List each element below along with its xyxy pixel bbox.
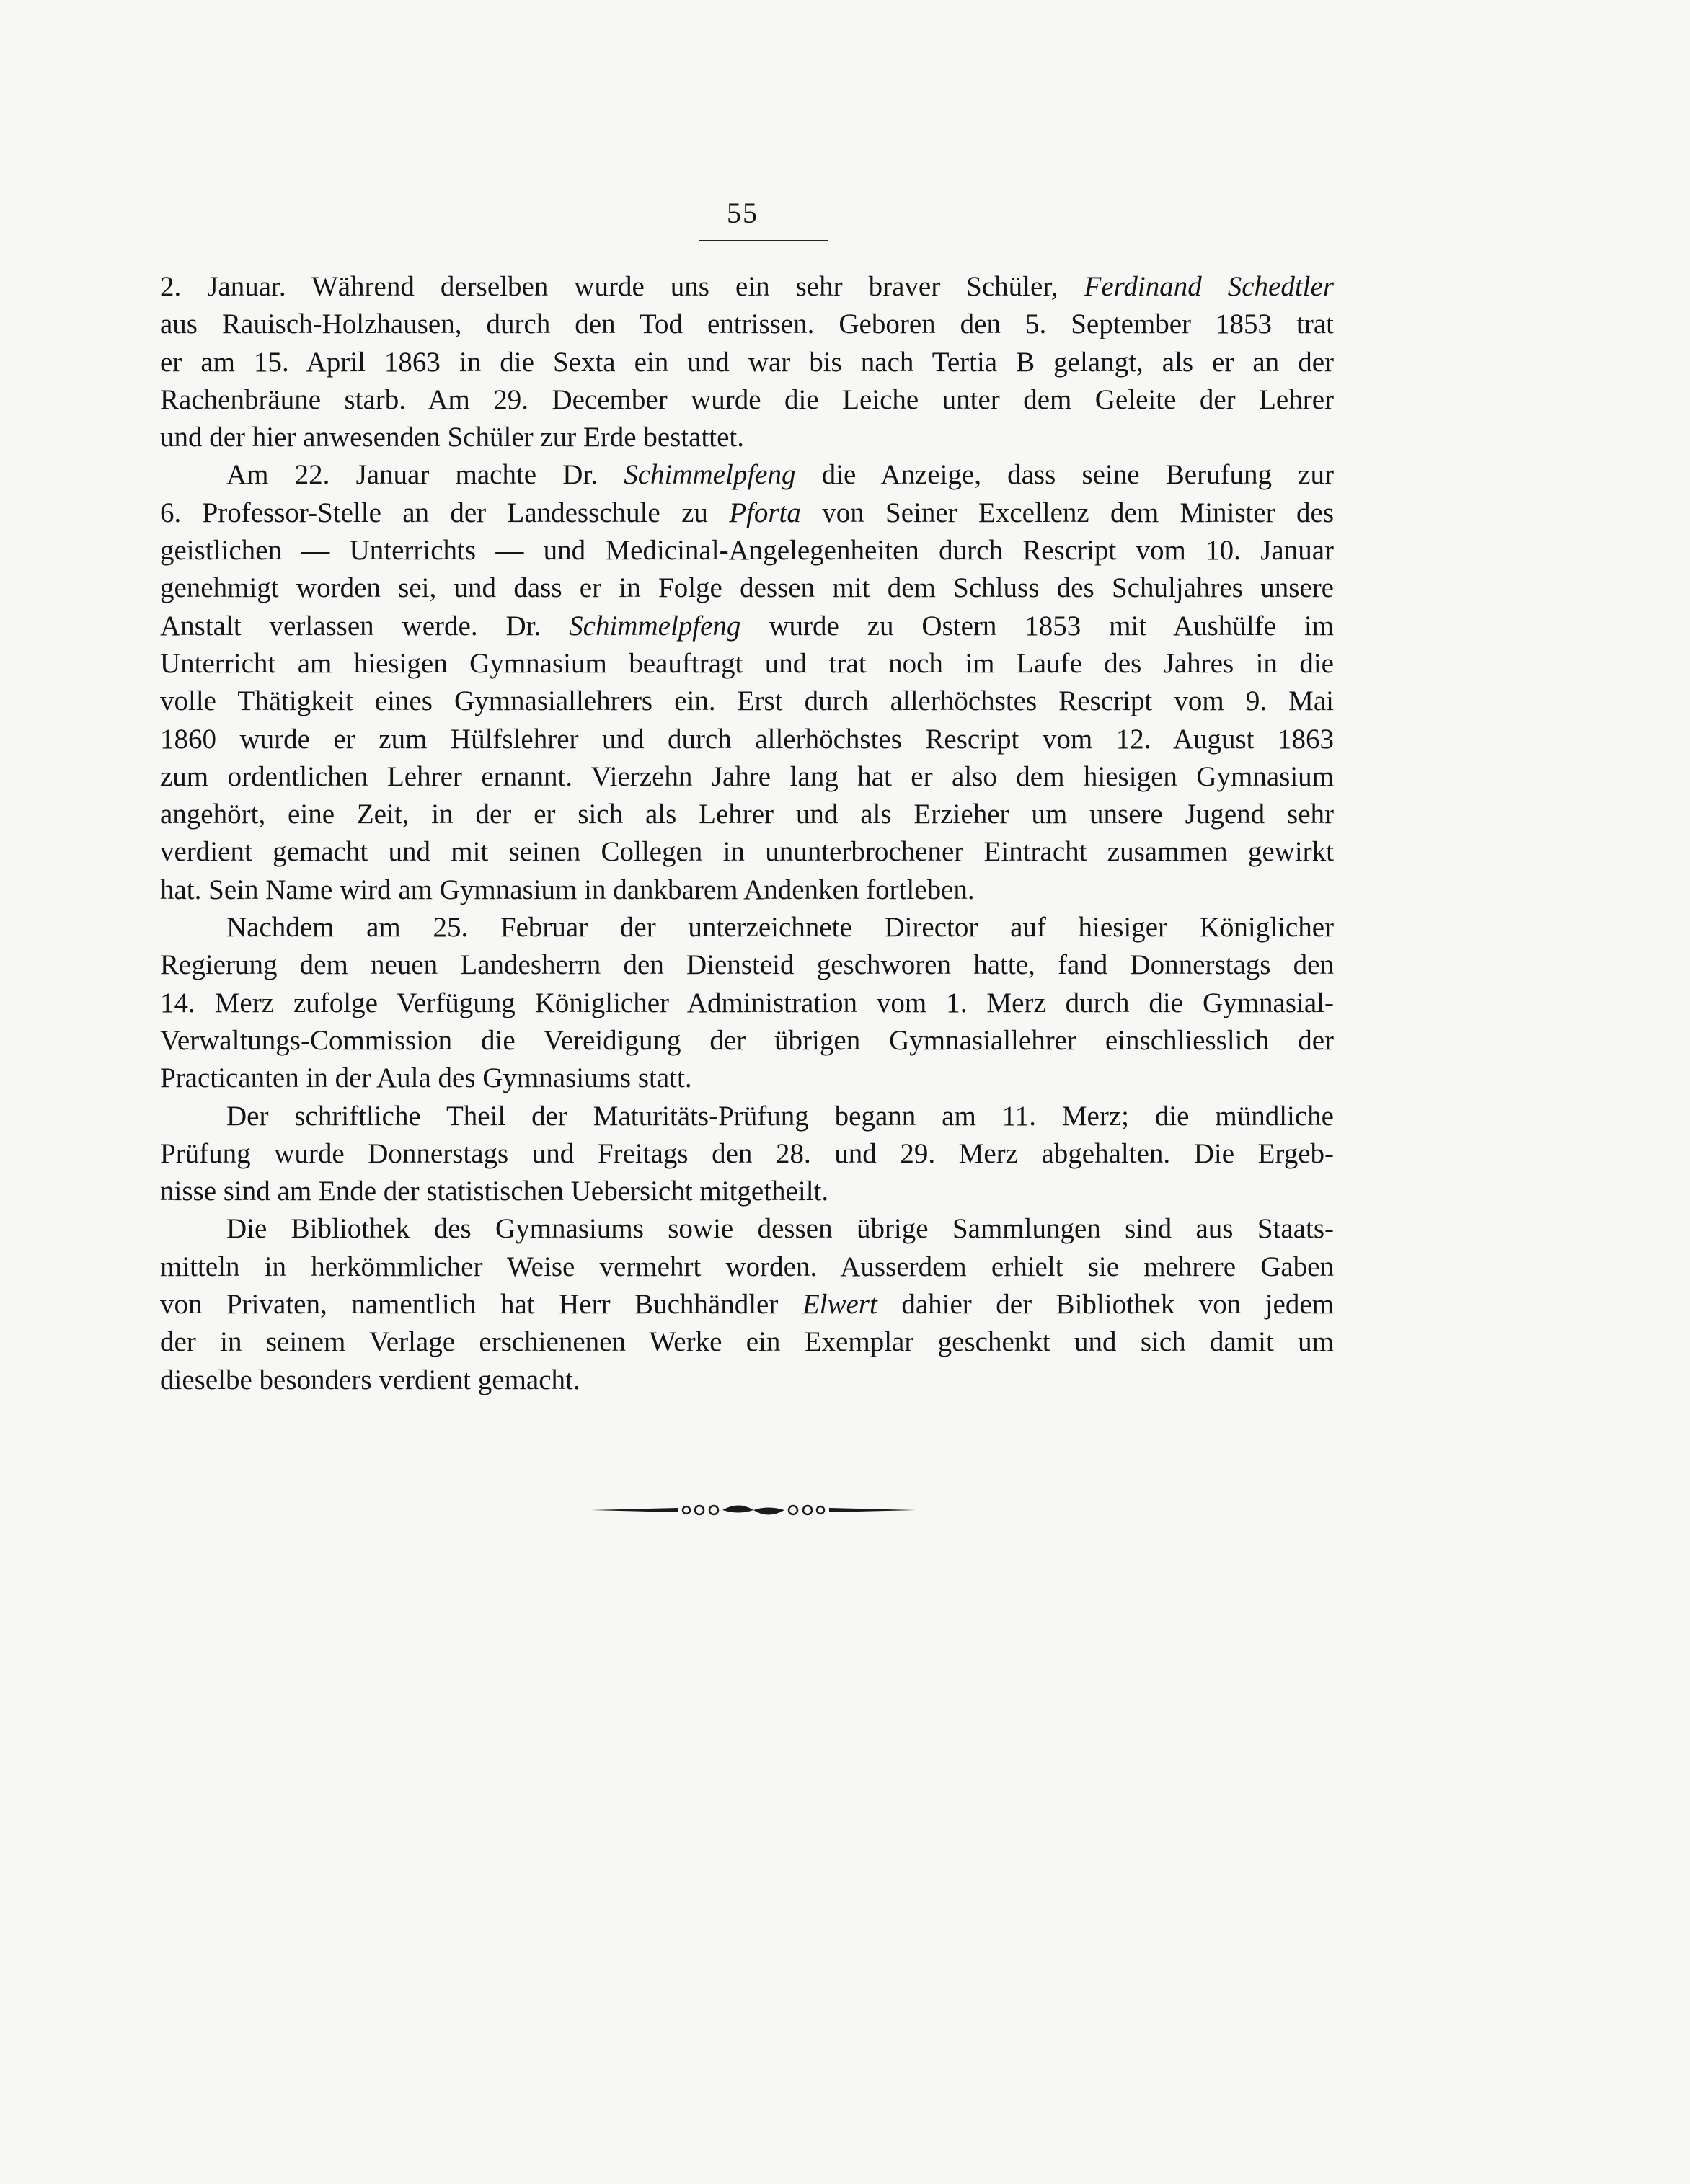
text-run: aus Rauisch-Holzhausen, durch den Tod entrissen. Geboren den 5. September 1853 trat xyxy=(160,308,1334,340)
text-run: Nachdem am 25. Februar der unterzeichnete Director auf hiesiger Königlicher xyxy=(226,912,1334,944)
text-run: Verwaltungs-Commission die Vereidigung der übrigen Gymnasiallehrer einschliesslich der xyxy=(160,1024,1334,1056)
text-line xyxy=(160,1362,1334,1399)
text-run: Regierung dem neuen Landesherrn den Diensteid geschworen hatte, fand Donnerstags den xyxy=(160,949,1334,981)
text-run: Die Bibliothek des Gymnasiums sowie dessen übrige Sammlungen sind aus Staats- xyxy=(226,1213,1334,1245)
italic-name: Ferdinand Schedtler xyxy=(1084,271,1334,302)
text-run: von Privaten, namentlich hat Herr Buchhändler xyxy=(160,1289,802,1320)
italic-name: Schimmelpfeng xyxy=(624,459,796,491)
text-run: 14. Merz zufolge Verfügung Königlicher Administration vom 1. Merz durch die Gymnasial- xyxy=(160,987,1334,1018)
text-run: die Anzeige, dass seine Berufung zur xyxy=(795,459,1334,491)
text-run: genehmigt worden sei, und dass er in Folge dessen mit dem Schluss des Schuljahres unsere xyxy=(160,572,1334,604)
text-line xyxy=(160,1286,1334,1323)
text-line xyxy=(160,721,1334,758)
text-run: von Seiner Excellenz dem Minister des xyxy=(800,497,1334,528)
text-line xyxy=(160,1248,1334,1286)
text-line xyxy=(160,758,1334,796)
text-run: geistlichen — Unterrichts — und Medicinal-Angelegenheiten durch Rescript vom 10. Januar xyxy=(160,535,1334,567)
text-line xyxy=(160,419,1334,456)
text-line xyxy=(160,946,1334,984)
text-run: 6. Professor-Stelle an der Landesschule zu xyxy=(160,497,730,528)
text-run: mitteln in herkömmlicher Weise vermehrt worden. Ausserdem erhielt sie mehrere Gaben xyxy=(160,1251,1334,1282)
text-line xyxy=(160,306,1334,343)
text-run: nisse sind am Ende der statistischen Uebersicht mitgetheilt. xyxy=(160,1176,829,1207)
document-body xyxy=(160,268,1334,1399)
italic-name: Schimmelpfeng xyxy=(569,610,741,642)
text-run: und der hier anwesenden Schüler zur Erde bestattet. xyxy=(160,422,745,453)
text-run: Unterricht am hiesigen Gymnasium beauftragt und trat noch im Laufe des Jahres in die xyxy=(160,647,1334,679)
text-run: zum ordentlichen Lehrer ernannt. Vierzehn Jahre lang hat er also dem hiesigen Gymnasium xyxy=(160,760,1334,792)
text-line xyxy=(160,1060,1334,1097)
text-line xyxy=(160,1135,1334,1173)
text-run: angehört, eine Zeit, in der er sich als Lehrer und als Erzieher um unsere Jugend sehr xyxy=(160,799,1334,830)
text-line xyxy=(160,456,1334,494)
text-run: hat. Sein Name wird am Gymnasium in dankbarem Andenken fortleben. xyxy=(160,874,975,905)
text-run: dieselbe besonders verdient gemacht. xyxy=(160,1364,580,1395)
text-run: Practicanten in der Aula des Gymnasiums statt. xyxy=(160,1062,692,1094)
text-run: 2. Januar. Während derselben wurde uns ein sehr braver Schüler, xyxy=(160,271,1084,302)
text-run: Rachenbräune starb. Am 29. December wurde die Leiche unter dem Geleite der Lehrer xyxy=(160,383,1334,415)
text-run: Am 22. Januar machte Dr. xyxy=(226,459,624,491)
text-run: Anstalt verlassen werde. Dr. xyxy=(160,610,570,642)
text-line xyxy=(160,683,1334,720)
text-line xyxy=(160,833,1334,871)
text-run: Prüfung wurde Donnerstags und Freitags den 28. und 29. Merz abgehalten. Die Ergeb- xyxy=(160,1137,1334,1169)
text-line xyxy=(160,871,1334,909)
text-line xyxy=(160,344,1334,381)
text-line xyxy=(160,1323,1334,1361)
end-ornament-icon xyxy=(591,1499,916,1521)
text-line xyxy=(160,381,1334,419)
text-line xyxy=(160,569,1334,607)
text-run: er am 15. April 1863 in die Sexta ein und war bis nach Tertia B gelangt, als er an der xyxy=(160,346,1334,378)
text-line xyxy=(160,909,1334,946)
page-number: 55 xyxy=(727,197,758,229)
page-number-rule xyxy=(699,240,828,241)
text-line xyxy=(160,608,1334,645)
text-run: dahier der Bibliothek von jedem xyxy=(877,1289,1334,1320)
text-line xyxy=(160,1098,1334,1135)
italic-name: Pforta xyxy=(729,497,801,528)
text-line xyxy=(160,268,1334,306)
text-line xyxy=(160,494,1334,532)
text-run: volle Thätigkeit eines Gymnasiallehrers ein. Erst durch allerhöchstes Rescript vom 9. Mai xyxy=(160,685,1334,717)
text-run: Der schriftliche Theil der Maturitäts-Prüfung begann am 11. Merz; die mündliche xyxy=(226,1100,1334,1132)
text-line xyxy=(160,796,1334,833)
italic-name: Elwert xyxy=(802,1289,877,1320)
text-line xyxy=(160,1173,1334,1210)
text-run: wurde zu Ostern 1853 mit Aushülfe im xyxy=(740,610,1334,642)
text-line xyxy=(160,1210,1334,1248)
text-run: verdient gemacht und mit seinen Collegen in ununterbrochener Eintracht zusammen gewirkt xyxy=(160,836,1334,868)
text-run: der in seinem Verlage erschienenen Werke ein Exemplar geschenkt und sich damit um xyxy=(160,1326,1334,1358)
text-line xyxy=(160,1022,1334,1060)
text-line xyxy=(160,645,1334,683)
text-run: 1860 wurde er zum Hülfslehrer und durch allerhöchstes Rescript vom 12. August 1863 xyxy=(160,723,1334,755)
text-line xyxy=(160,532,1334,569)
text-line xyxy=(160,985,1334,1022)
